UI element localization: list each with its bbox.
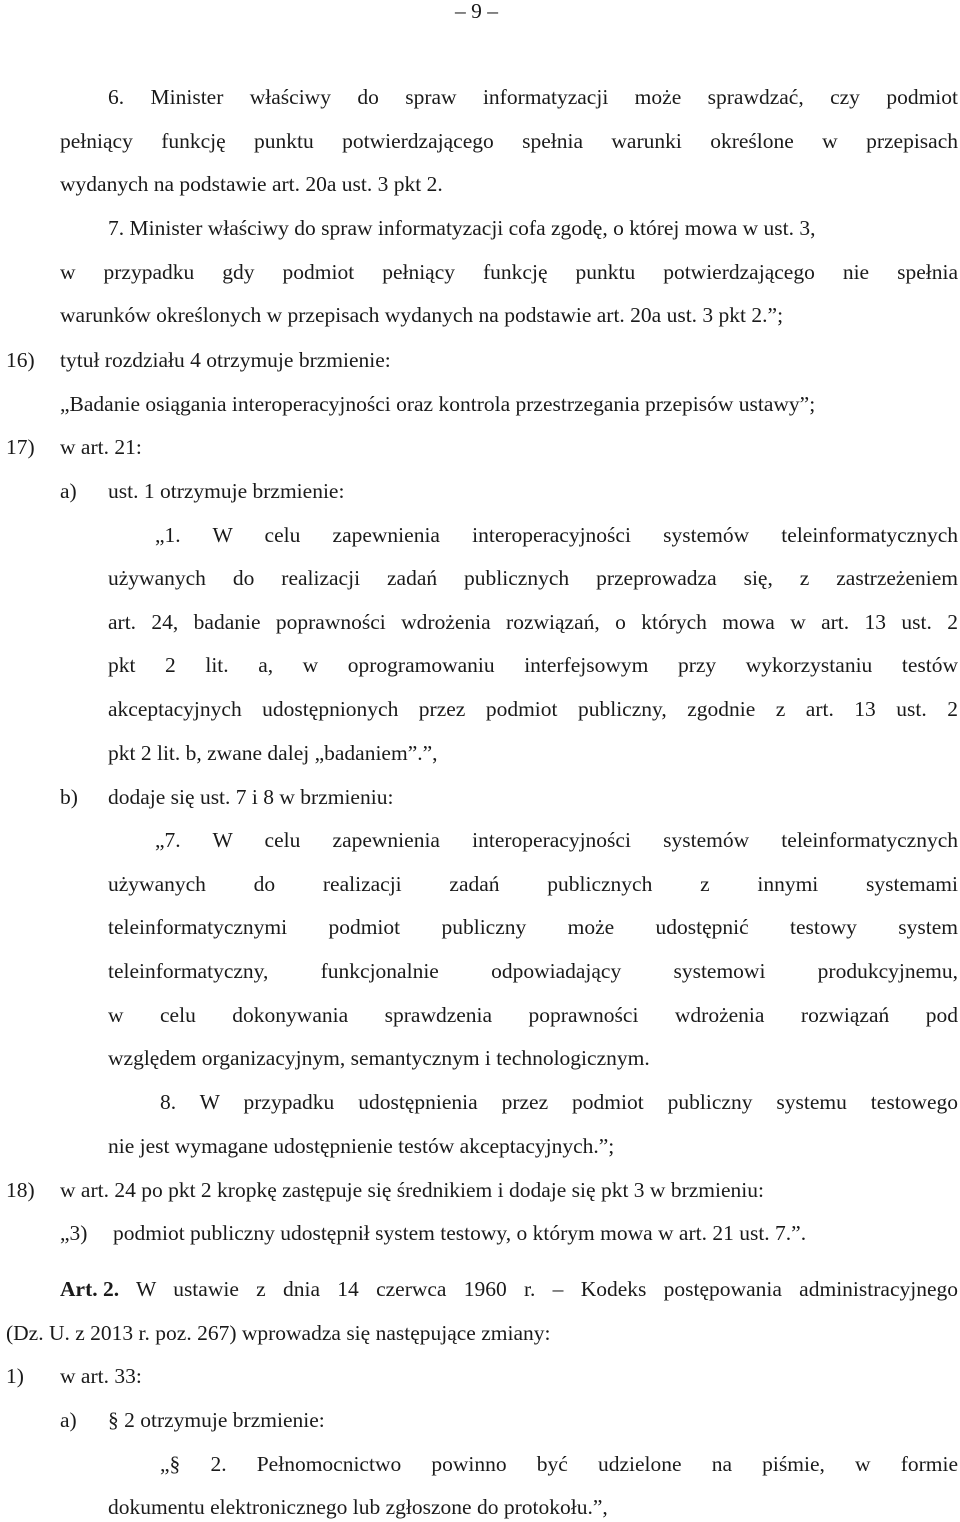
paragraph-6-line: pełniący funkcję punktu potwierdzającego spełnia warunki określone w przepisach: [60, 129, 958, 153]
item-17-text: w art. 21:: [60, 435, 142, 459]
item-17-number: 17): [6, 435, 35, 459]
paragraph-7-line: warunków określonych w przepisach wydanych na podstawie art. 20a ust. 3 pkt 2.”;: [60, 303, 784, 327]
item-17-a-text: ust. 1 otrzymuje brzmienie:: [108, 479, 345, 503]
quote-ust-8-line: 8. W przypadku udostępnienia przez podmiot publiczny systemu testowego: [160, 1090, 958, 1114]
article-2-line: W ustawie z dnia 14 czerwca 1960 r. – Kodeks postępowania administracyjnego: [136, 1277, 958, 1301]
quote-ust-7-line: „7. W celu zapewnienia interoperacyjności systemów teleinformatycznych: [155, 828, 958, 852]
quote-ust-1-line: art. 24, badanie poprawności wdrożenia rozwiązań, o których mowa w art. 13 ust. 2: [108, 610, 958, 634]
quote-ust-7-line: teleinformatycznymi podmiot publiczny może udostępnić testowy system: [108, 915, 958, 939]
paragraph-7-line: 7. Minister właściwy do spraw informatyzacji cofa zgodę, o której mowa w ust. 3,: [108, 216, 816, 240]
article-2-a-letter: a): [60, 1408, 77, 1432]
item-16-quote: „Badanie osiągania interoperacyjności oraz kontrola przestrzegania przepisów ustawy”;: [60, 392, 816, 416]
quote-ust-1-line: „1. W celu zapewnienia interoperacyjności systemów teleinformatycznych: [155, 523, 958, 547]
article-2-line: (Dz. U. z 2013 r. poz. 267) wprowadza się następujące zmiany:: [6, 1321, 551, 1345]
quote-ust-1-line: akceptacyjnych udostępnionych przez podmiot publiczny, zgodnie z art. 13 ust. 2: [108, 697, 958, 721]
article-2-item-1-number: 1): [6, 1364, 24, 1388]
item-18-text: w art. 24 po pkt 2 kropkę zastępuje się średnikiem i dodaje się pkt 3 w brzmieniu:: [60, 1178, 764, 1202]
item-17-a-letter: a): [60, 479, 77, 503]
article-2-quote-line: dokumentu elektronicznego lub zgłoszone do protokołu.”,: [108, 1495, 608, 1519]
quote-ust-7-line: używanych do realizacji zadań publicznych z innymi systemami: [108, 872, 958, 896]
quote-ust-7-line: w celu dokonywania sprawdzenia poprawności wdrożenia rozwiązań pod: [108, 1003, 958, 1027]
page-number: – 9 –: [455, 0, 498, 23]
paragraph-7-line: w przypadku gdy podmiot pełniący funkcję punktu potwierdzającego nie spełnia: [60, 260, 958, 284]
article-2-item-1-text: w art. 33:: [60, 1364, 142, 1388]
item-17-b-letter: b): [60, 785, 78, 809]
item-16-number: 16): [6, 348, 35, 372]
quote-ust-1-line: pkt 2 lit. a, w oprogramowaniu interfejsowym przy wykorzystaniu testów: [108, 653, 958, 677]
quote-ust-1-line: używanych do realizacji zadań publicznych przeprowadza się, z zastrzeżeniem: [108, 566, 958, 590]
quote-ust-8-line: nie jest wymagane udostępnienie testów akceptacyjnych.”;: [108, 1134, 615, 1158]
item-18-number: 18): [6, 1178, 35, 1202]
quote-ust-7-line: teleinformatyczny, funkcjonalnie odpowiadający systemowi produkcyjnemu,: [108, 959, 958, 983]
article-2-quote-line: „§ 2. Pełnomocnictwo powinno być udzielone na piśmie, w formie: [160, 1452, 958, 1476]
quote-ust-7-line: względem organizacyjnym, semantycznym i technologicznym.: [108, 1046, 650, 1070]
item-17-b-text: dodaje się ust. 7 i 8 w brzmieniu:: [108, 785, 394, 809]
article-2-label: Art. 2.: [60, 1277, 120, 1301]
paragraph-6-line: 6. Minister właściwy do spraw informatyzacji może sprawdzać, czy podmiot: [108, 85, 958, 109]
item-16-text: tytuł rozdziału 4 otrzymuje brzmienie:: [60, 348, 391, 372]
item-18-quote-number: „3): [60, 1221, 88, 1245]
item-18-quote-text: podmiot publiczny udostępnił system testowy, o którym mowa w art. 21 ust. 7.”.: [113, 1221, 807, 1245]
quote-ust-1-line: pkt 2 lit. b, zwane dalej „badaniem”.”,: [108, 741, 438, 765]
article-2-a-text: § 2 otrzymuje brzmienie:: [108, 1408, 325, 1432]
paragraph-6-line: wydanych na podstawie art. 20a ust. 3 pkt 2.: [60, 172, 443, 196]
